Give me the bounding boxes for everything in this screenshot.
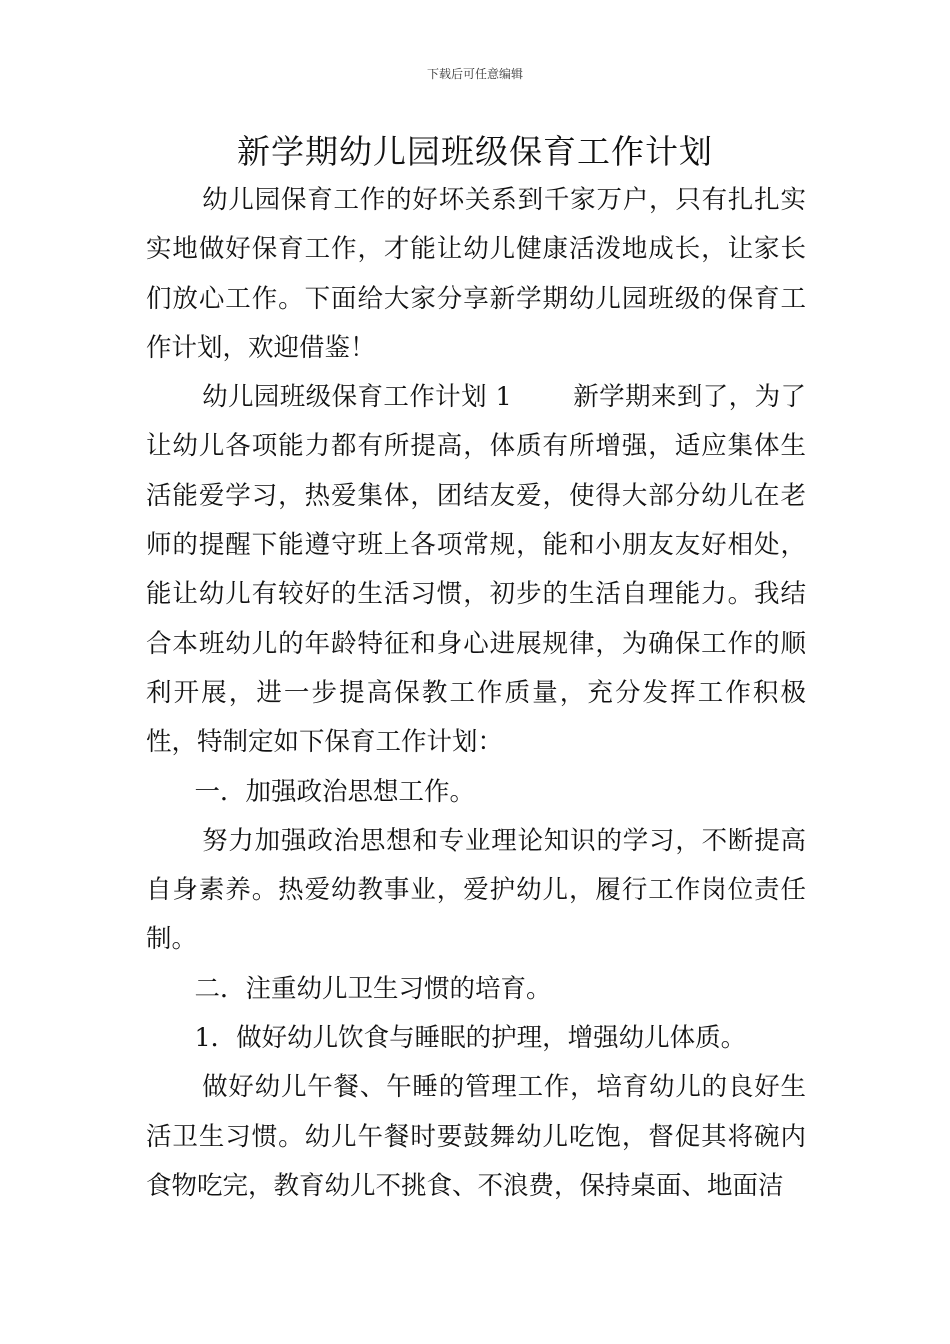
subsection-1-paragraph: 做好幼儿午餐、午睡的管理工作，培育幼儿的良好生活卫生习惯。幼儿午餐时要鼓舞幼儿吃饱，督促其将碗内食物吃完，教育幼儿不挑食、不浪费，保持桌面、地面洁 (146, 1072, 806, 1201)
plan-paragraph (146, 373, 806, 767)
document-body (146, 176, 806, 1211)
subsection-heading-1: 1．做好幼儿饮食与睡眠的护理，增强幼儿体质。 (194, 1023, 747, 1054)
document-title: 新学期幼儿园班级保育工作计划 (237, 132, 713, 171)
plan-intro-text: 新学期来到了，为了让幼儿各项能力都有所提高，体质有所增强，适应集体生活能爱学习，热爱集体，团结友爱，使得大部分幼儿在老师的提醒下能遵守班上各项常规，能和小朋友友好相处，能让幼儿有较好的生活习惯，初步的生活自理能力。我结合本班幼儿的年龄特征和身心进展规律，为确保工作的顺利开展，进一步提高保教工作质量，充分发挥工作积极性，特制定如下保育工作计划： (146, 382, 806, 758)
header-note: 下载后可任意编辑 (426, 67, 523, 81)
plan-heading: 幼儿园班级保育工作计划 1 (202, 382, 512, 413)
section-heading-1: 一．加强政治思想工作。 (194, 776, 475, 807)
section-heading-2: 二．注重幼儿卫生习惯的培育。 (194, 973, 552, 1004)
intro-paragraph: 幼儿园保育工作的好坏关系到千家万户，只有扎扎实实地做好保育工作，才能让幼儿健康活泼地成长，让家长们放心工作。下面给大家分享新学期幼儿园班级的保育工作计划，欢迎借鉴！ (146, 185, 806, 363)
section-1-paragraph: 努力加强政治思想和专业理论知识的学习，不断提高自身素养。热爱幼教事业，爱护幼儿，履行工作岗位责任制。 (146, 825, 806, 955)
